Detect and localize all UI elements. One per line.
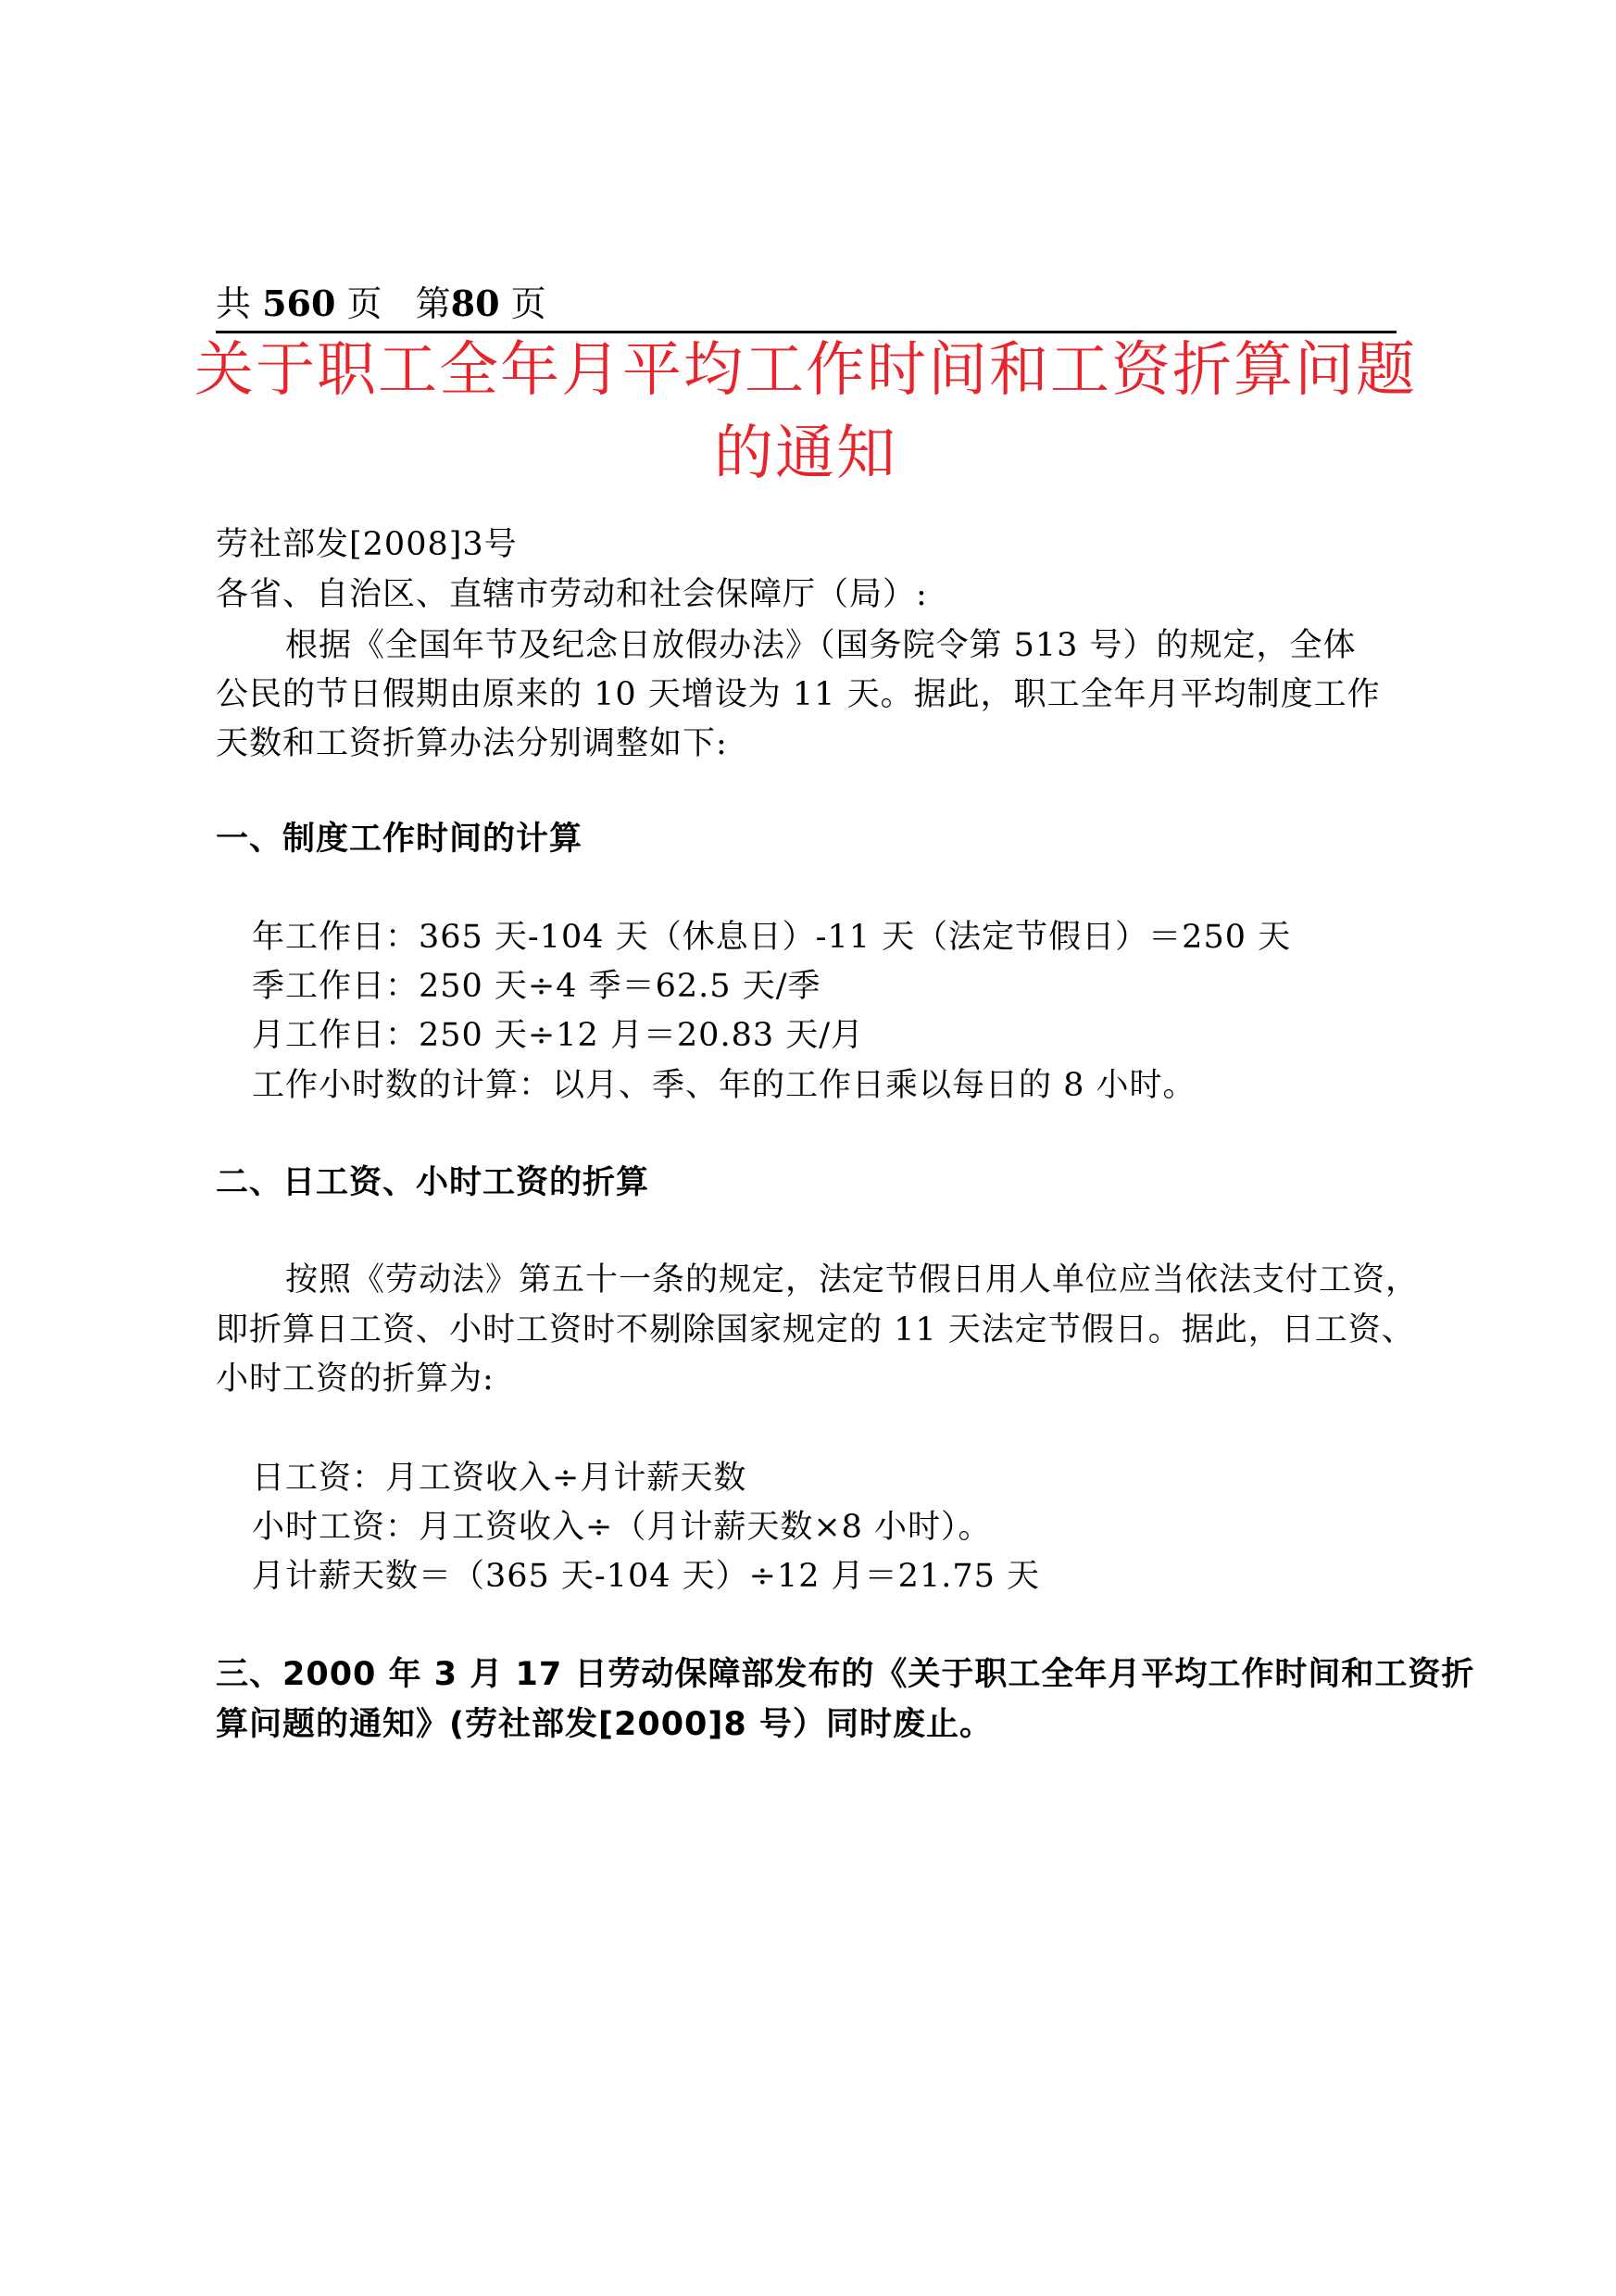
document-title [167, 329, 1445, 496]
total-pages: 560 [262, 282, 336, 324]
intro-line-3: 天数和工资折算办法分别调整如下: [216, 725, 728, 762]
section2-para-line-1: 按照《劳动法》第五十一条的规定，法定节假日用人单位应当依法支付工资， [285, 1261, 1420, 1299]
section2-item-3: 月计薪天数＝（365 天-104 天）÷12 月＝21.75 天 [252, 1558, 1040, 1595]
section2-para-line-2: 即折算日工资、小时工资时不剔除国家规定的 11 天法定节假日。据此，日工资、 [216, 1311, 1415, 1349]
section1-item-3: 月工作日：250 天÷12 月＝20.83 天/月 [252, 1017, 865, 1054]
intro-line-1: 根据《全国年节及纪念日放假办法》（国务院令第 513 号）的规定，全体 [285, 627, 1357, 664]
section2-item-1: 日工资：月工资收入÷月计薪天数 [252, 1460, 747, 1497]
header-ye1: 页 [346, 283, 382, 324]
title-line-1: 关于职工全年月平均工作时间和工资折算问题 [194, 336, 1417, 405]
header-di: 第 [415, 283, 451, 324]
header-gong: 共 [216, 283, 252, 324]
recipients: 各省、自治区、直辖市劳动和社会保障厅（局）: [216, 576, 928, 613]
current-page: 80 [450, 282, 500, 324]
section2-para-line-3: 小时工资的折算为: [216, 1361, 495, 1398]
section2-item-2: 小时工资：月工资收入÷（月计薪天数×8 小时）。 [252, 1509, 992, 1546]
doc-number: 劳社部发[2008]3号 [216, 526, 518, 563]
title-line-2: 的通知 [714, 420, 897, 488]
section3-line-2: 算问题的通知》(劳社部发[2000]8 号）同时废止。 [216, 1706, 993, 1743]
section1-item-4: 工作小时数的计算：以月、季、年的工作日乘以每日的 8 小时。 [252, 1067, 1196, 1104]
header-ye2: 页 [510, 283, 546, 324]
intro-line-2: 公民的节日假期由原来的 10 天增设为 11 天。据此，职工全年月平均制度工作 [216, 676, 1381, 713]
section3-line-1: 三、2000 年 3 月 17 日劳动保障部发布的《关于职工全年月平均工作时间和工资折 [216, 1656, 1475, 1693]
section1-item-2: 季工作日：250 天÷4 季＝62.5 天/季 [252, 968, 821, 1005]
section1-heading: 一、制度工作时间的计算 [216, 821, 583, 858]
section1-item-1: 年工作日：365 天-104 天（休息日）-11 天（法定节假日）＝250 天 [252, 919, 1292, 956]
page-counter-header [216, 282, 1397, 333]
section2-heading: 二、日工资、小时工资的折算 [216, 1164, 650, 1201]
